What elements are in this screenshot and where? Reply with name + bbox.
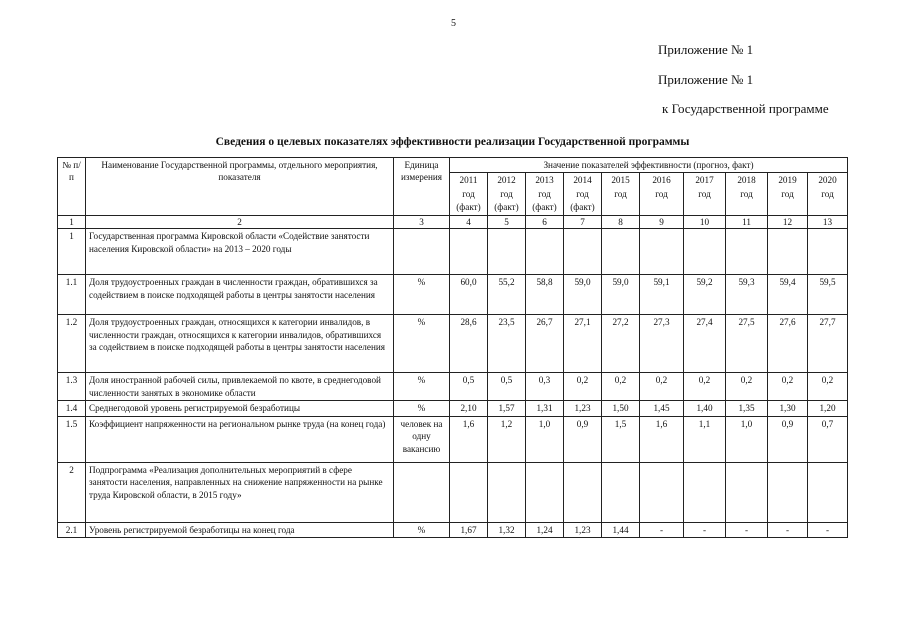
value-cell: 0,9: [768, 416, 808, 462]
column-number: 2: [86, 216, 394, 229]
table-row: [58, 401, 848, 416]
value-cell: 59,2: [684, 275, 726, 315]
indicator-name: Доля трудоустроенных граждан в численности граждан, обратившихся за содействием в поиске подходящей работы в центры занятости населения: [86, 275, 394, 315]
year-note: (факт): [456, 202, 481, 213]
value-cell: 0,2: [602, 373, 640, 401]
column-number: 13: [808, 216, 848, 229]
value-cell: 1,24: [526, 522, 564, 537]
page-number: 5: [451, 18, 456, 29]
header-unit: Единица измерения: [394, 158, 450, 216]
value-cell: 23,5: [488, 315, 526, 373]
column-number: 3: [394, 216, 450, 229]
appendix-subheading: к Государственной программе: [662, 101, 829, 116]
value-cell: [488, 462, 526, 522]
table-row: [58, 416, 848, 462]
unit-cell: %: [394, 315, 450, 373]
value-cell: 1,30: [768, 401, 808, 416]
year-number: 2014: [573, 175, 592, 186]
value-cell: 27,6: [768, 315, 808, 373]
value-cell: 0,2: [808, 373, 848, 401]
value-cell: 1,40: [684, 401, 726, 416]
table-row: [58, 462, 848, 522]
value-cell: 1,6: [450, 416, 488, 462]
value-cell: [768, 229, 808, 275]
value-cell: 1,1: [684, 416, 726, 462]
value-cell: [526, 229, 564, 275]
value-cell: 1,20: [808, 401, 848, 416]
value-cell: [808, 229, 848, 275]
row-number: 1.3: [58, 373, 86, 401]
value-cell: 0,5: [488, 373, 526, 401]
row-number: 1.2: [58, 315, 86, 373]
table-body: [58, 229, 848, 538]
value-cell: 27,4: [684, 315, 726, 373]
value-cell: [684, 229, 726, 275]
year-header: [488, 173, 526, 216]
value-cell: [602, 462, 640, 522]
value-cell: 0,2: [768, 373, 808, 401]
year-number: 2018: [737, 175, 756, 186]
value-cell: 1,5: [602, 416, 640, 462]
column-number: 11: [726, 216, 768, 229]
table-row: [58, 373, 848, 401]
value-cell: [768, 462, 808, 522]
value-cell: 1,31: [526, 401, 564, 416]
value-cell: 59,5: [808, 275, 848, 315]
value-cell: 26,7: [526, 315, 564, 373]
value-cell: 27,2: [602, 315, 640, 373]
column-number: 7: [564, 216, 602, 229]
value-cell: 28,6: [450, 315, 488, 373]
value-cell: 1,50: [602, 401, 640, 416]
year-word: год: [462, 188, 475, 199]
year-word: год: [655, 188, 668, 199]
year-word: год: [500, 188, 513, 199]
value-cell: [450, 229, 488, 275]
value-cell: 0,2: [684, 373, 726, 401]
year-number: 2020: [818, 175, 837, 186]
value-cell: [526, 462, 564, 522]
column-number: 10: [684, 216, 726, 229]
year-header: [726, 173, 768, 216]
value-cell: 0,3: [526, 373, 564, 401]
value-cell: 0,2: [564, 373, 602, 401]
year-number: 2017: [695, 175, 714, 186]
value-cell: 27,3: [640, 315, 684, 373]
row-number: 1.1: [58, 275, 86, 315]
unit-cell: %: [394, 373, 450, 401]
value-cell: 1,2: [488, 416, 526, 462]
value-cell: -: [684, 522, 726, 537]
year-number: 2015: [611, 175, 630, 186]
unit-cell: человек на одну вакансию: [394, 416, 450, 462]
indicator-name: Среднегодовой уровень регистрируемой безработицы: [86, 401, 394, 416]
year-word: год: [538, 188, 551, 199]
row-number: 1.5: [58, 416, 86, 462]
value-cell: 1,67: [450, 522, 488, 537]
value-cell: 59,3: [726, 275, 768, 315]
year-word: год: [821, 188, 834, 199]
year-number: 2019: [778, 175, 797, 186]
value-cell: 1,32: [488, 522, 526, 537]
unit-cell: %: [394, 275, 450, 315]
value-cell: 55,2: [488, 275, 526, 315]
year-word: год: [781, 188, 794, 199]
indicator-name: Доля трудоустроенных граждан, относящихся к категории инвалидов, в численности граждан, относящихся к категории инвалидов, обратившихся за содействием в поиске подходящей работы в центры занятости населения: [86, 315, 394, 373]
year-word: год: [576, 188, 589, 199]
value-cell: [726, 229, 768, 275]
table-row: [58, 229, 848, 275]
indicator-name: Подпрограмма «Реализация дополнительных мероприятий в сфере занятости населения, направленных на снижение напряженности на рынке труда Кировской области, в 2015 году»: [86, 462, 394, 522]
appendix-heading-repeat: Приложение № 1: [658, 72, 754, 87]
header-num: № п/п: [58, 158, 86, 216]
year-note: (факт): [570, 202, 595, 213]
year-word: год: [698, 188, 711, 199]
column-number: 9: [640, 216, 684, 229]
indicators-table: [57, 157, 848, 538]
value-cell: 1,45: [640, 401, 684, 416]
year-header: [450, 173, 488, 216]
year-header: [640, 173, 684, 216]
value-cell: 0,7: [808, 416, 848, 462]
row-number: 2.1: [58, 522, 86, 537]
value-cell: [726, 462, 768, 522]
value-cell: [808, 462, 848, 522]
value-cell: -: [640, 522, 684, 537]
unit-cell: %: [394, 401, 450, 416]
value-cell: [602, 229, 640, 275]
column-number: 8: [602, 216, 640, 229]
value-cell: 59,1: [640, 275, 684, 315]
indicator-name: Коэффициент напряженности на региональном рынке труда (на конец года): [86, 416, 394, 462]
row-number: 1: [58, 229, 86, 275]
year-note: (факт): [532, 202, 557, 213]
indicator-name: Государственная программа Кировской области «Содействие занятости населения Кировской области» на 2013 – 2020 годы: [86, 229, 394, 275]
indicator-name: Доля иностранной рабочей силы, привлекаемой по квоте, в среднегодовой численности занятых в экономике области: [86, 373, 394, 401]
year-number: 2013: [535, 175, 554, 186]
value-cell: 1,6: [640, 416, 684, 462]
appendix-heading: Приложение № 1: [658, 42, 754, 57]
value-cell: 1,0: [526, 416, 564, 462]
value-cell: 0,9: [564, 416, 602, 462]
column-number: 5: [488, 216, 526, 229]
table-row: [58, 522, 848, 537]
value-cell: -: [726, 522, 768, 537]
value-cell: -: [808, 522, 848, 537]
value-cell: 58,8: [526, 275, 564, 315]
year-number: 2016: [652, 175, 671, 186]
value-cell: [450, 462, 488, 522]
value-cell: [684, 462, 726, 522]
value-cell: 0,5: [450, 373, 488, 401]
value-cell: 1,44: [602, 522, 640, 537]
table-row: [58, 275, 848, 315]
value-cell: 0,2: [726, 373, 768, 401]
value-cell: 1,23: [564, 522, 602, 537]
year-header: [768, 173, 808, 216]
header-row: [58, 158, 848, 173]
year-word: год: [740, 188, 753, 199]
year-note: (факт): [494, 202, 519, 213]
value-cell: 59,0: [602, 275, 640, 315]
unit-cell: [394, 462, 450, 522]
value-cell: 59,0: [564, 275, 602, 315]
year-header: [526, 173, 564, 216]
value-cell: [564, 462, 602, 522]
unit-cell: %: [394, 522, 450, 537]
header-values-group: Значение показателей эффективности (прогноз, факт): [450, 158, 848, 173]
indicator-name: Уровень регистрируемой безработицы на конец года: [86, 522, 394, 537]
value-cell: 27,5: [726, 315, 768, 373]
year-number: 2012: [497, 175, 516, 186]
value-cell: 27,1: [564, 315, 602, 373]
header-name: Наименование Государственной программы, отдельного мероприятия, показателя: [86, 158, 394, 216]
value-cell: 1,35: [726, 401, 768, 416]
value-cell: [564, 229, 602, 275]
value-cell: 60,0: [450, 275, 488, 315]
year-header: [564, 173, 602, 216]
year-header: [684, 173, 726, 216]
value-cell: 0,2: [640, 373, 684, 401]
value-cell: 59,4: [768, 275, 808, 315]
column-number: 12: [768, 216, 808, 229]
unit-cell: [394, 229, 450, 275]
value-cell: 2,10: [450, 401, 488, 416]
document-title: Сведения о целевых показателях эффективности реализации Государственной программы: [215, 136, 690, 148]
value-cell: [640, 462, 684, 522]
value-cell: 1,23: [564, 401, 602, 416]
value-cell: 1,0: [726, 416, 768, 462]
column-number: 1: [58, 216, 86, 229]
column-number: 4: [450, 216, 488, 229]
table-row: [58, 315, 848, 373]
value-cell: 27,7: [808, 315, 848, 373]
value-cell: [488, 229, 526, 275]
row-number: 2: [58, 462, 86, 522]
row-number: 1.4: [58, 401, 86, 416]
year-header: [602, 173, 640, 216]
value-cell: [640, 229, 684, 275]
column-number-row: [58, 216, 848, 229]
column-number: 6: [526, 216, 564, 229]
value-cell: -: [768, 522, 808, 537]
year-header: [808, 173, 848, 216]
year-number: 2011: [459, 175, 478, 186]
value-cell: 1,57: [488, 401, 526, 416]
year-word: год: [614, 188, 627, 199]
